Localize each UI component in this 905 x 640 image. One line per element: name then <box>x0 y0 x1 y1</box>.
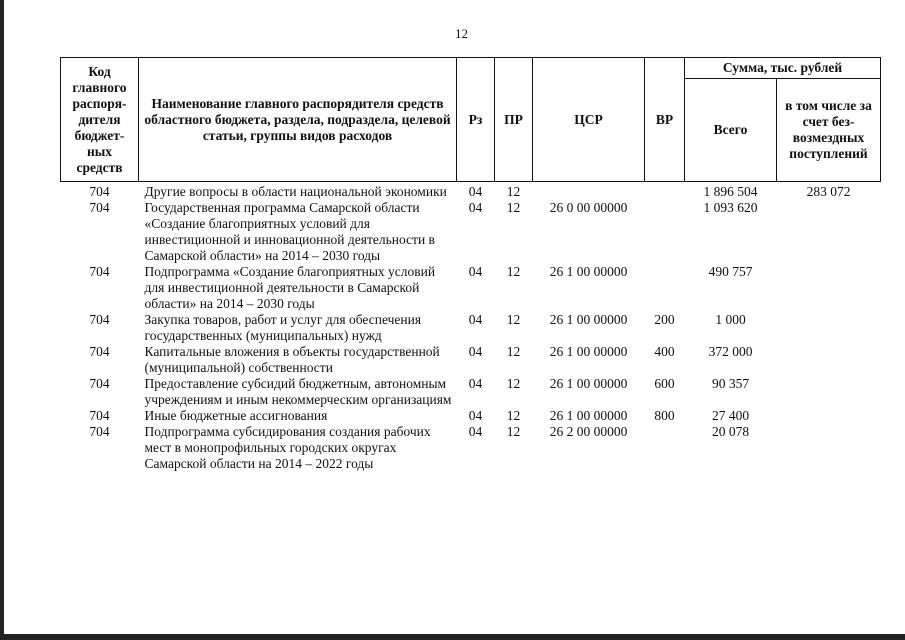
header-vr: ВР <box>645 58 685 182</box>
cell-vr: 600 <box>654 376 675 391</box>
scan-bottom-edge <box>0 634 905 640</box>
cell-pr: 12 <box>506 376 521 391</box>
cell-code: 704 <box>89 312 110 327</box>
cell-free <box>777 264 881 312</box>
cell-pr: 12 <box>506 312 521 327</box>
table-row <box>61 182 881 201</box>
cell-name: Подпрограмма «Создание благоприятных условий для инвестиционной деятельности в Самарской области» на 2014 – 2030 годы <box>144 264 436 311</box>
cell-name: Подпрограмма субсидирования создания рабочих мест в монопрофильных городских округах Самарской области на 2014 – 2022 годы <box>144 424 431 471</box>
cell-csr: 26 0 00 00000 <box>549 200 628 215</box>
cell-free <box>777 424 881 472</box>
header-free: в том числе за счет без-возмездных поступлений <box>777 79 881 182</box>
cell-free <box>777 200 881 264</box>
cell-code: 704 <box>89 376 110 391</box>
table-row <box>61 200 881 264</box>
cell-total: 1 000 <box>715 312 746 327</box>
cell-csr: 26 1 00 00000 <box>549 408 628 423</box>
cell-code: 704 <box>89 264 110 279</box>
cell-csr <box>533 182 645 201</box>
cell-name: Иные бюджетные ассигнования <box>144 408 328 423</box>
cell-free <box>777 344 881 376</box>
cell-rz: 04 <box>468 408 483 423</box>
cell-free <box>777 312 881 344</box>
table-body <box>61 182 881 473</box>
header-csr: ЦСР <box>533 58 645 182</box>
cell-free <box>777 408 881 424</box>
cell-rz: 04 <box>468 312 483 327</box>
cell-csr: 26 2 00 00000 <box>549 424 628 439</box>
cell-code: 704 <box>89 200 110 215</box>
table-row <box>61 312 881 344</box>
cell-free: 283 072 <box>806 184 851 199</box>
cell-code: 704 <box>89 424 110 439</box>
cell-pr: 12 <box>506 408 521 423</box>
page-number: 12 <box>455 26 468 41</box>
cell-free <box>777 376 881 408</box>
cell-csr: 26 1 00 00000 <box>549 344 628 359</box>
cell-name: Капитальные вложения в объекты государственной (муниципальной) собственности <box>144 344 440 375</box>
cell-rz: 04 <box>468 424 483 439</box>
cell-code: 704 <box>89 408 110 423</box>
cell-csr: 26 1 00 00000 <box>549 264 628 279</box>
cell-pr: 12 <box>506 184 521 199</box>
cell-rz: 04 <box>468 376 483 391</box>
cell-rz: 04 <box>468 264 483 279</box>
header-total: Всего <box>685 79 777 182</box>
header-pr: ПР <box>495 58 533 182</box>
cell-rz: 04 <box>468 200 483 215</box>
header-name: Наименование главного распорядителя средств областного бюджета, раздела, подраздела, целевой статьи, группы видов расходов <box>139 58 457 182</box>
cell-vr <box>645 264 685 312</box>
cell-csr: 26 1 00 00000 <box>549 312 628 327</box>
cell-total: 372 000 <box>708 344 753 359</box>
cell-rz: 04 <box>468 344 483 359</box>
cell-code: 704 <box>89 184 110 199</box>
cell-csr: 26 1 00 00000 <box>549 376 628 391</box>
table-row <box>61 408 881 424</box>
cell-name: Предоставление субсидий бюджетным, автономным учреждениям и иным некоммерческим организациям <box>144 376 452 407</box>
cell-total: 20 078 <box>711 424 750 439</box>
cell-pr: 12 <box>506 200 521 215</box>
cell-pr: 12 <box>506 344 521 359</box>
cell-vr <box>645 182 685 201</box>
budget-table <box>60 57 881 472</box>
table-row <box>61 344 881 376</box>
table-row <box>61 424 881 472</box>
header-rz: Рз <box>457 58 495 182</box>
cell-vr: 200 <box>654 312 675 327</box>
cell-total: 27 400 <box>711 408 750 423</box>
cell-vr: 400 <box>654 344 675 359</box>
cell-total: 90 357 <box>711 376 750 391</box>
table-header <box>61 58 881 182</box>
cell-vr: 800 <box>654 408 675 423</box>
cell-pr: 12 <box>506 424 521 439</box>
cell-name: Государственная программа Самарской области «Создание благоприятных условий для инвестиционной и инновационной деятельности в Самарской области» на 2014 – 2030 годы <box>144 200 435 263</box>
scan-left-edge <box>0 0 4 640</box>
header-code: Код главного распоря-дителя бюджет-ных средств <box>61 58 139 182</box>
cell-total: 1 896 504 <box>703 184 758 199</box>
cell-rz: 04 <box>468 184 483 199</box>
cell-name: Другие вопросы в области национальной экономики <box>144 184 447 199</box>
cell-total: 490 757 <box>708 264 753 279</box>
table-row <box>61 376 881 408</box>
cell-total: 1 093 620 <box>703 200 758 215</box>
cell-vr <box>645 424 685 472</box>
header-sum: Сумма, тыс. рублей <box>685 58 881 79</box>
cell-pr: 12 <box>506 264 521 279</box>
table-row <box>61 264 881 312</box>
cell-vr <box>645 200 685 264</box>
cell-code: 704 <box>89 344 110 359</box>
cell-name: Закупка товаров, работ и услуг для обеспечения государственных (муниципальных) нужд <box>144 312 422 343</box>
